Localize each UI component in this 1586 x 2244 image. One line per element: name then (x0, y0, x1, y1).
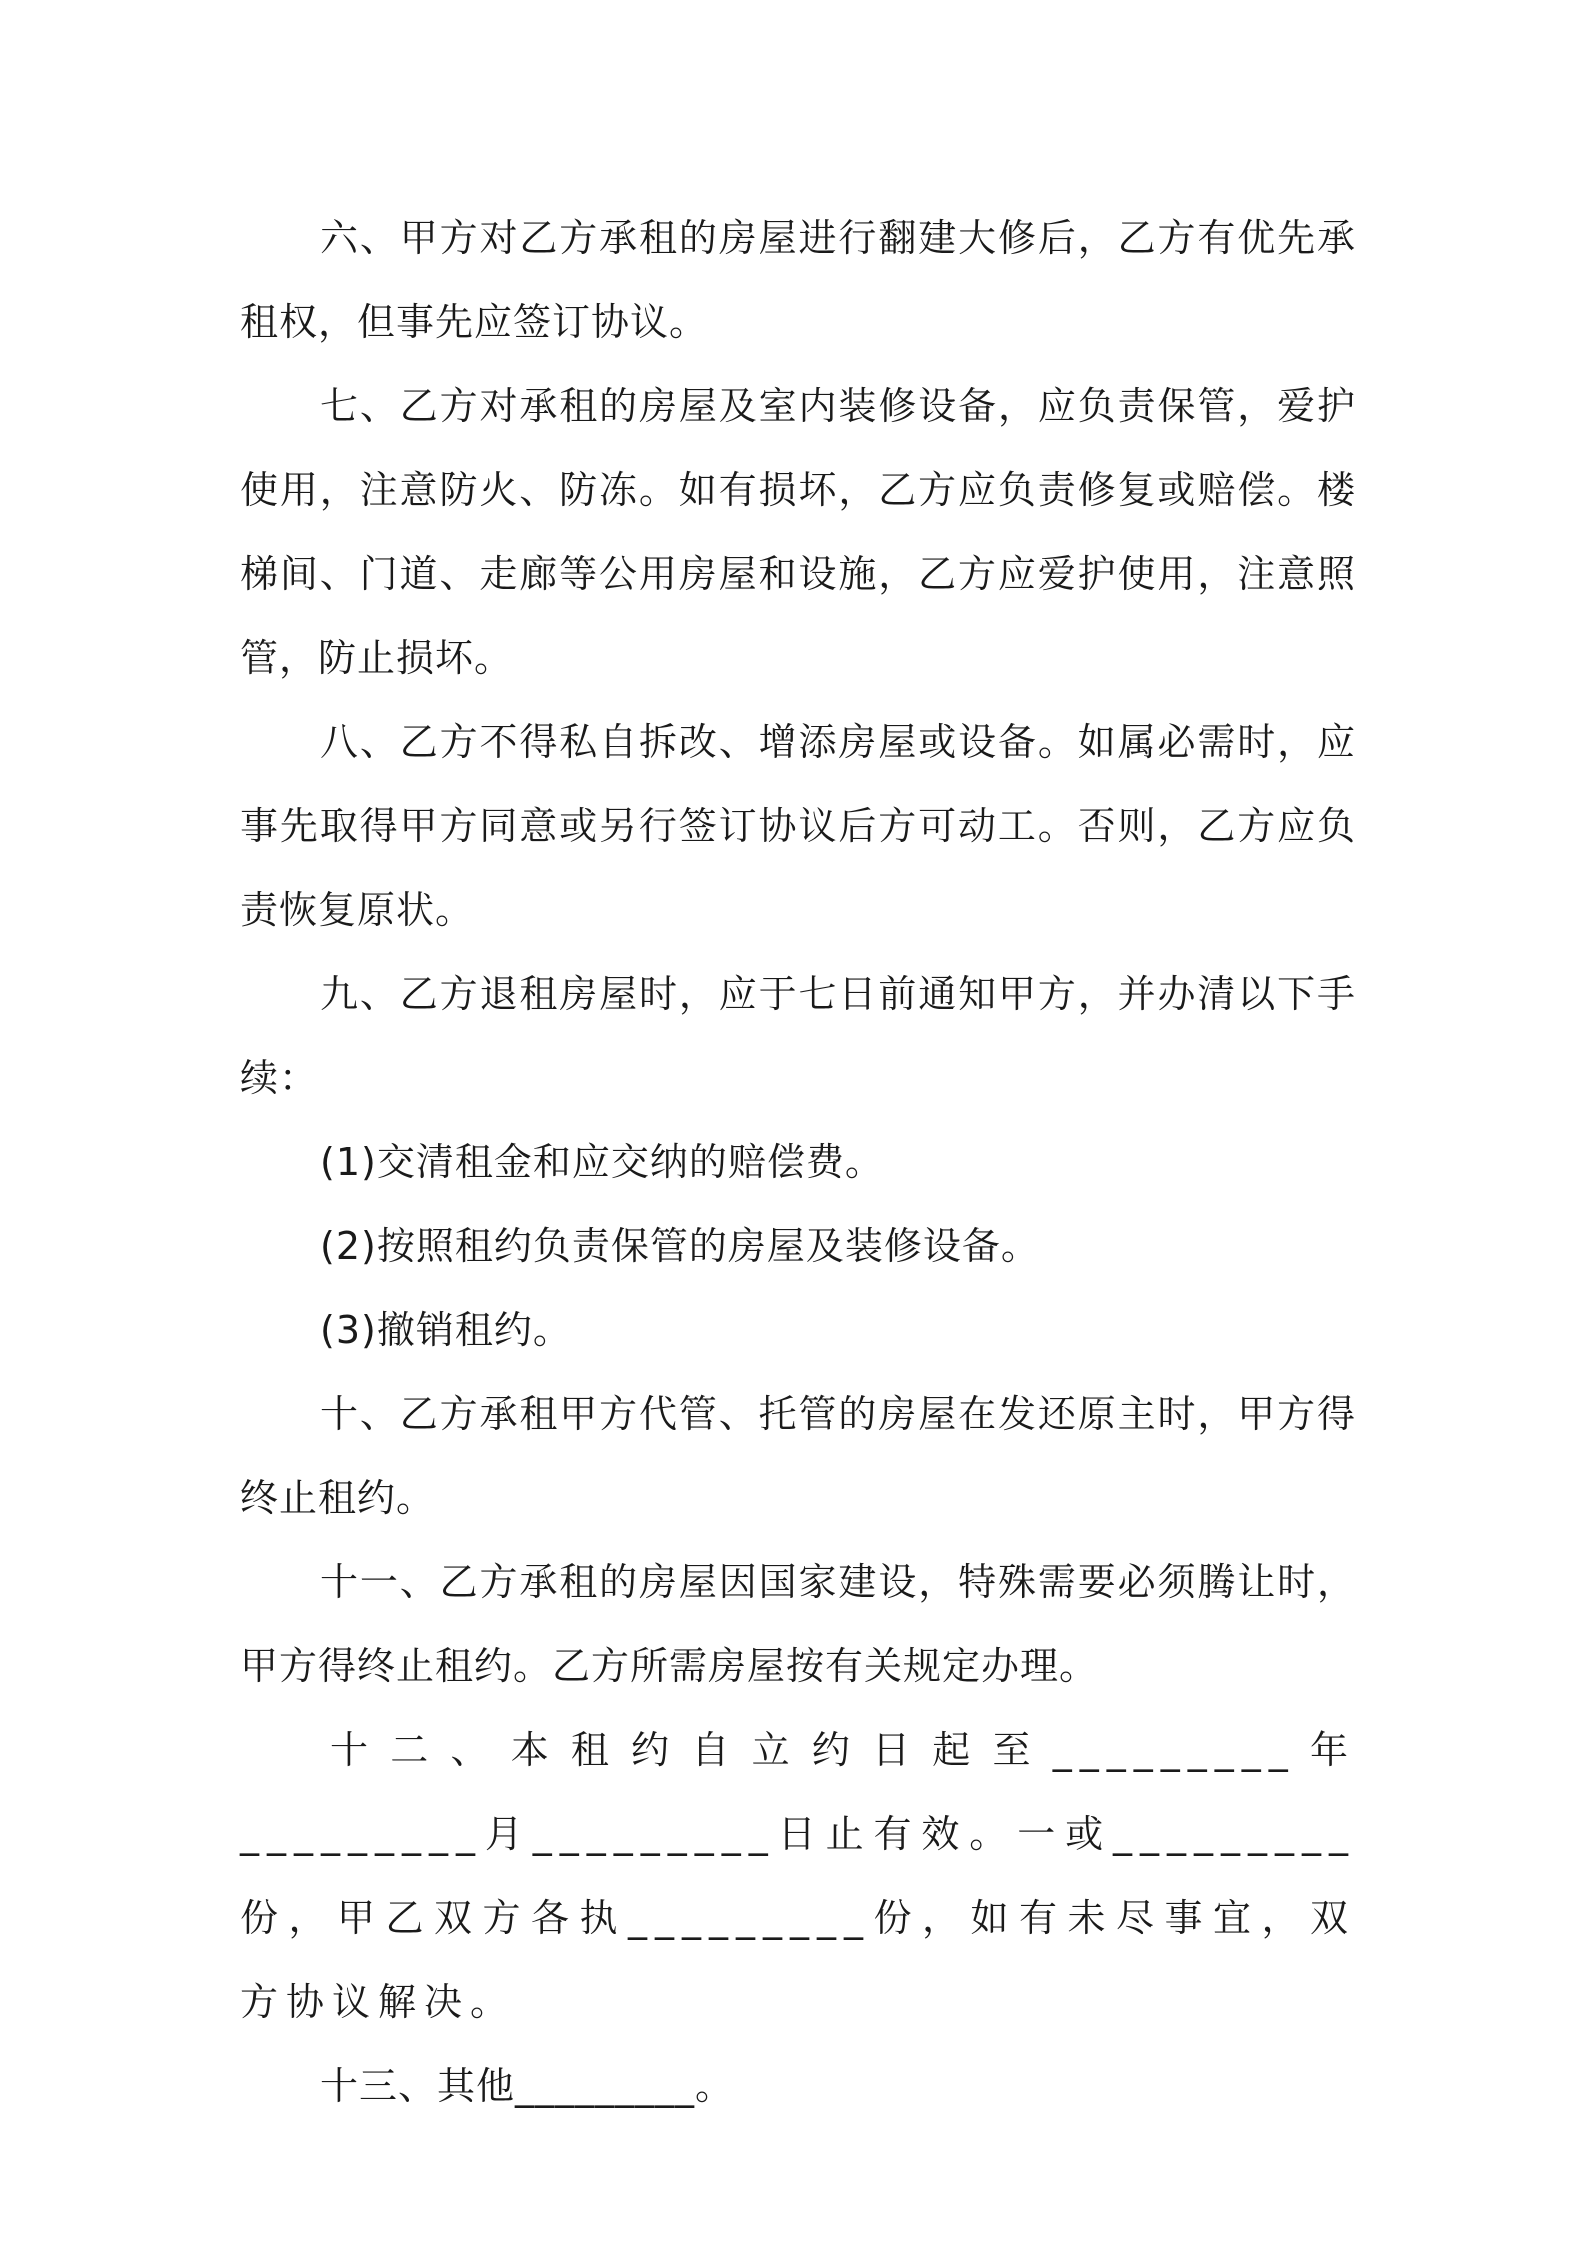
clause-12: 十二、本租约自立约日起至_________年_________月_________日止有效。一或_________份，甲乙双方各执_________份，如有未尽事宜，双方协议解决。 (240, 1728, 1356, 2024)
clause-9-item-2: (2)按照租约负责保管的房屋及装修设备。 (320, 1224, 1040, 1268)
clause-6: 六、甲方对乙方承租的房屋进行翻建大修后，乙方有优先承租权，但事先应签订协议。 (240, 216, 1356, 344)
clause-7: 七、乙方对承租的房屋及室内装修设备，应负责保管，爱护使用，注意防火、防冻。如有损坏，乙方应负责修复或赔偿。楼梯间、门道、走廊等公用房屋和设施，乙方应爱护使用，注意照管，防止损坏。 (240, 384, 1356, 680)
document-body (240, 196, 1356, 2128)
clause-8: 八、乙方不得私自拆改、增添房屋或设备。如属必需时，应事先取得甲方同意或另行签订协议后方可动工。否则，乙方应负责恢复原状。 (240, 720, 1356, 932)
clause-9-item-3: (3)撤销租约。 (320, 1308, 572, 1352)
clause-10: 十、乙方承租甲方代管、托管的房屋在发还原主时，甲方得终止租约。 (240, 1392, 1356, 1520)
clause-9: 九、乙方退租房屋时，应于七日前通知甲方，并办清以下手续： (240, 972, 1356, 1100)
clause-11: 十一、乙方承租的房屋因国家建设，特殊需要必须腾让时，甲方得终止租约。乙方所需房屋按有关规定办理。 (240, 1560, 1356, 1688)
clause-13: 十三、其他_________。 (320, 2064, 735, 2108)
clause-9-item-1: (1)交清租金和应交纳的赔偿费。 (320, 1140, 884, 1184)
